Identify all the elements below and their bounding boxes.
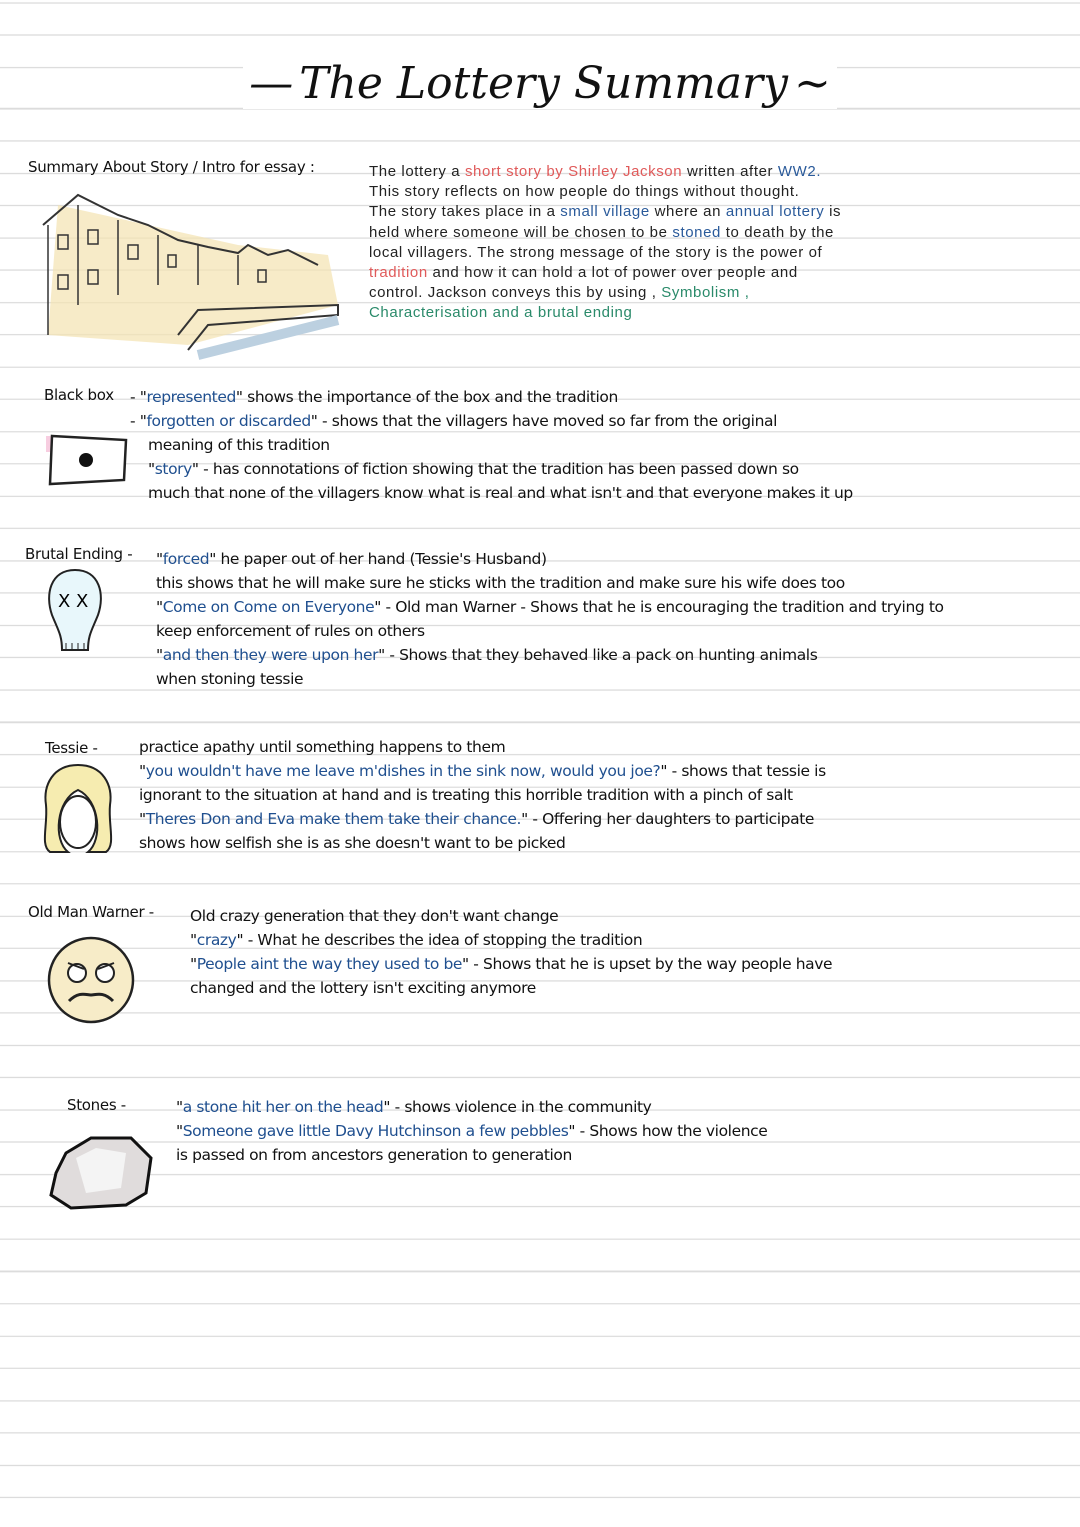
text-line <box>156 619 944 643</box>
highlighted-text: and then they were upon her <box>162 646 379 664</box>
text-line <box>369 263 841 283</box>
text-line <box>369 202 841 222</box>
text-segment: - " <box>130 388 147 406</box>
text-segment: ignorant to the situation at hand and is treating this horrible tradition with a pinch of salt <box>139 786 793 804</box>
text-line <box>139 735 826 759</box>
text-segment: " <box>148 460 155 478</box>
text-segment: practice apathy until something happens to them <box>139 738 506 756</box>
text-segment: " - Shows that they behaved like a pack on hunting animals <box>378 646 818 664</box>
highlighted-text: Symbolism , <box>661 284 750 302</box>
highlighted-text: you wouldn't have me leave m'dishes in the sink now, would you joe? <box>145 762 661 780</box>
text-line <box>130 409 853 433</box>
text-segment: The lottery a <box>369 163 465 180</box>
highlighted-text: People aint the way they used to be <box>196 955 463 973</box>
text-line <box>139 831 826 855</box>
text-line <box>190 976 832 1000</box>
text-line <box>130 481 853 505</box>
text-segment: " - shows that the villagers have moved so far from the original <box>310 412 777 430</box>
highlighted-text: Characterisation and a brutal ending <box>369 304 633 322</box>
text-line <box>130 457 853 481</box>
text-segment: " <box>156 598 163 616</box>
section-label-stone: Stones - <box>67 1096 126 1114</box>
text-segment: changed and the lottery isn't exciting anymore <box>190 979 536 997</box>
section-label-box: Black box <box>44 386 114 404</box>
text-segment: is passed on from ancestors generation to generation <box>176 1146 572 1164</box>
text-line <box>190 928 832 952</box>
village-illustration <box>38 185 348 360</box>
text-line <box>369 303 841 323</box>
section-label-skull: Brutal Ending - <box>25 545 133 563</box>
text-line <box>369 182 841 202</box>
text-segment: much that none of the villagers know what is real and what isn't and that everyone makes it up <box>148 484 853 502</box>
text-segment: " <box>139 762 146 780</box>
highlighted-text: story <box>154 460 192 478</box>
text-line <box>139 759 826 783</box>
text-segment: Old crazy generation that they don't want change <box>190 907 559 925</box>
stone-icon <box>46 1133 156 1217</box>
text-segment: held where someone will be chosen to be <box>369 223 673 241</box>
text-segment: to death by the <box>720 223 834 241</box>
text-segment: " - shows that tessie is <box>660 762 826 780</box>
text-segment: when stoning tessie <box>156 670 304 688</box>
text-line <box>139 783 826 807</box>
text-line <box>156 643 944 667</box>
text-line <box>369 243 841 263</box>
text-segment: control. Jackson conveys this by using , <box>369 284 662 302</box>
highlighted-text: stoned <box>672 223 721 241</box>
text-segment: " <box>156 550 163 568</box>
section-label-warner: Old Man Warner - <box>28 903 154 921</box>
highlighted-text: Theres Don and Eva make them take their chance. <box>145 810 522 828</box>
text-segment: " - shows violence in the community <box>383 1098 652 1116</box>
text-line <box>176 1119 767 1143</box>
text-segment: is <box>824 203 842 221</box>
title-text: The Lottery Summary <box>293 58 794 109</box>
text-segment: " - Old man Warner - Shows that he is encouraging the tradition and trying to <box>374 598 944 616</box>
text-segment: - " <box>130 412 147 430</box>
highlighted-text: small village <box>560 203 650 221</box>
skull-icon <box>40 565 110 664</box>
text-segment: shows how selfish she is as she doesn't want to be picked <box>139 834 566 852</box>
text-line <box>156 667 944 691</box>
page-title: — The Lottery Summary ~ <box>0 58 1080 109</box>
section-notes <box>139 735 826 855</box>
text-segment: this shows that he will make sure he sticks with the tradition and make sure his wife does too <box>156 574 845 592</box>
highlighted-text: Someone gave little Davy Hutchinson a few pebbles <box>182 1122 569 1140</box>
text-line <box>130 385 853 409</box>
text-segment: " <box>190 931 197 949</box>
text-segment: local villagers. The strong message of the story is the power of <box>369 243 823 261</box>
text-segment: The story takes place in a <box>369 203 561 221</box>
text-segment: " he paper out of her hand (Tessie's Husband) <box>209 550 547 568</box>
text-segment: keep enforcement of rules on others <box>156 622 425 640</box>
highlighted-text: a stone hit her on the head <box>182 1098 384 1116</box>
text-segment: " <box>176 1122 183 1140</box>
text-segment: " <box>156 646 163 664</box>
text-line <box>176 1095 767 1119</box>
text-line <box>369 223 841 243</box>
box-icon <box>44 430 134 494</box>
highlighted-text: tradition <box>369 264 428 282</box>
text-segment: " shows the importance of the box and the tradition <box>235 388 618 406</box>
text-segment: " <box>139 810 146 828</box>
section-notes <box>176 1095 767 1167</box>
section-label-tessie: Tessie - <box>45 739 98 757</box>
highlighted-text: crazy <box>196 931 237 949</box>
text-line <box>369 283 841 303</box>
highlighted-text: annual lottery <box>725 203 825 221</box>
svg-text:X X: X X <box>58 591 89 612</box>
tessie-icon <box>38 760 118 864</box>
text-line <box>156 595 944 619</box>
highlighted-text: Come on Come on Everyone <box>162 598 375 616</box>
highlighted-text: represented <box>146 388 236 406</box>
text-line <box>156 547 944 571</box>
text-segment: written after <box>682 163 778 180</box>
intro-label: Summary About Story / Intro for essay : <box>28 158 315 176</box>
section-notes <box>190 904 832 1000</box>
text-segment: " - Shows that he is upset by the way people have <box>462 955 833 973</box>
text-segment: and how it can hold a lot of power over people and <box>427 264 798 282</box>
text-line <box>369 162 841 182</box>
highlighted-text: forgotten or discarded <box>146 412 311 430</box>
text-segment: " <box>176 1098 183 1116</box>
text-line <box>156 571 944 595</box>
section-notes <box>130 385 853 505</box>
text-segment: " <box>190 955 197 973</box>
text-segment: " - has connotations of fiction showing that the tradition has been passed down so <box>191 460 799 478</box>
text-segment: " - Shows how the violence <box>568 1122 768 1140</box>
intro-summary <box>369 162 841 324</box>
text-line <box>139 807 826 831</box>
text-segment: " - What he describes the idea of stopping the tradition <box>236 931 643 949</box>
text-segment: This story reflects on how people do things without thought. <box>369 183 800 201</box>
highlighted-text: short story by Shirley Jackson <box>464 163 683 180</box>
text-segment: where an <box>649 203 726 221</box>
section-notes <box>156 547 944 691</box>
text-line <box>130 433 853 457</box>
text-segment: " - Offering her daughters to participate <box>521 810 815 828</box>
highlighted-text: WW2. <box>777 163 822 180</box>
text-line <box>190 952 832 976</box>
warner-icon <box>44 933 139 1032</box>
text-segment: meaning of this tradition <box>148 436 330 454</box>
text-line <box>176 1143 767 1167</box>
highlighted-text: forced <box>162 550 210 568</box>
text-line <box>190 904 832 928</box>
